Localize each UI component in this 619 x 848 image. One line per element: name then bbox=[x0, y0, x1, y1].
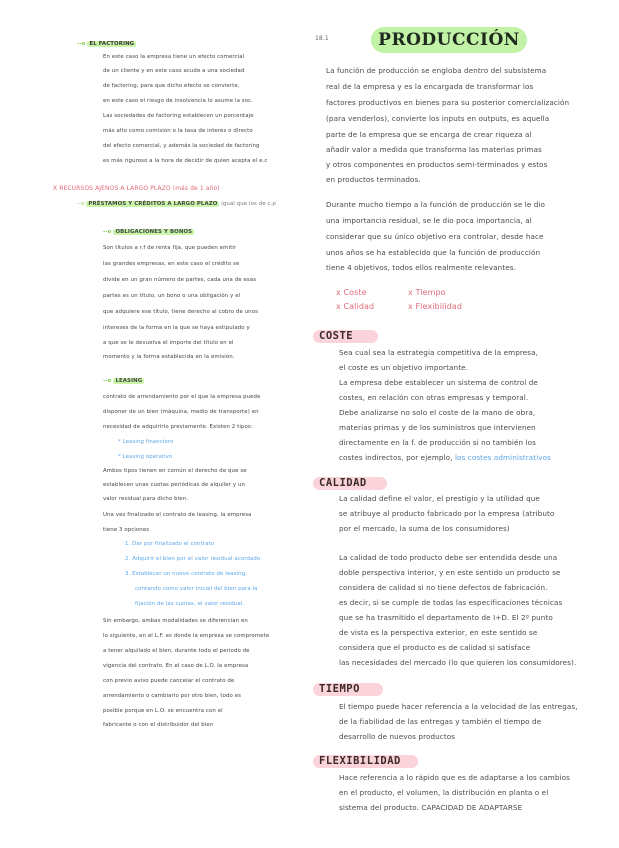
obligaciones-heading: --o OBLIGACIONES Y BONOS bbox=[103, 229, 193, 235]
objective-item: x Calidad bbox=[336, 302, 375, 311]
text-line: Sea cual sea la estrategia competitiva de la empresa, bbox=[339, 348, 539, 357]
text-line: (para venderlos), convierte los inputs en outputs, es aquella bbox=[326, 114, 550, 123]
text-line: costes indirectos, por ejemplo, los costes administrativos bbox=[339, 453, 551, 462]
text-line: Son títulos a r.f de renta fija, que pueden emitir bbox=[103, 245, 237, 251]
text-line: Hace referencia a lo rápido que es de adaptarse a los cambios bbox=[339, 773, 570, 782]
text-line: más alto como comisión o la tasa de interés o directo bbox=[103, 128, 253, 134]
text-line: que se ha trasmitido el departamento de I+D. El 2º punto bbox=[339, 613, 553, 622]
leasing-type-item: * Leasing operativo bbox=[118, 454, 173, 460]
option-line: 2. Adquirir el bien por el valor residual acordado bbox=[125, 556, 261, 562]
text-line: La empresa debe establecer un sistema de control de bbox=[339, 378, 538, 387]
text-line: se atribuye al producto fabricado por la empresa (atributo bbox=[339, 509, 555, 518]
text-line: de un cliente y en este caso acude a una sociedad bbox=[103, 68, 245, 74]
text-line: es decir, si se cumple de todas las especificaciones técnicas bbox=[339, 598, 563, 607]
text-line: Ambos tipos tienen en común el derecho de que se bbox=[103, 468, 247, 474]
text-line: considerar que su único objetivo era controlar, desde hace bbox=[326, 232, 544, 241]
text-line: Debe analizarse no solo el coste de la mano de obra, bbox=[339, 408, 536, 417]
text-line: vigencia del contrato. En el caso de L.O. la empresa bbox=[103, 663, 249, 669]
text-line: doble perspectiva interior, y en este sentido un producto se bbox=[339, 568, 561, 577]
text-line: Una vez finalizado el contrato de leasing, la empresa bbox=[103, 512, 252, 518]
leasing-heading: --o LEASING bbox=[103, 378, 143, 384]
text-line: y otros componentes en productos semi-terminados y estos bbox=[326, 160, 548, 169]
text-line: a que se le devuelva el importe del título en el bbox=[103, 340, 234, 346]
text-line: tiene 4 objetivos, todos ellos realmente relevantes. bbox=[326, 263, 517, 272]
section-heading-coste: COSTE bbox=[313, 330, 378, 343]
text-line: desarrollo de nuevos productos bbox=[339, 732, 456, 741]
option-line: 3. Establecer un nuevo contrato de leasing, bbox=[125, 571, 247, 577]
text-line: en este caso el riesgo de insolvencia lo asume la soc. bbox=[103, 98, 253, 104]
prestamos-note: igual que los de c.p bbox=[221, 201, 276, 207]
text-line: tiene 3 opciones bbox=[103, 527, 150, 533]
text-line: materias primas y de los suministros que intervienen bbox=[339, 423, 536, 432]
section-heading-flexibilidad: FLEXIBILIDAD bbox=[313, 755, 418, 768]
text-line: costes, en relación con otras empresas y temporal. bbox=[339, 393, 529, 402]
page-title: PRODUCCIÓN bbox=[371, 27, 527, 53]
text-line: divide en un gran número de partes, cada una de esas bbox=[103, 277, 257, 283]
text-line: El tiempo puede hacer referencia a la velocidad de las entregas, bbox=[339, 702, 578, 711]
text-line: el coste es un objetivo importante. bbox=[339, 363, 469, 372]
text-line: que adquiere ese título, tiene derecho al cobro de unos bbox=[103, 309, 259, 315]
text-line: Durante mucho tiempo a la función de producción se le dio bbox=[326, 200, 546, 209]
objective-item: x Flexibilidad bbox=[408, 302, 463, 311]
text-line: En este caso la empresa tiene un efecto comercial bbox=[103, 54, 245, 60]
text-line: en productos terminados. bbox=[326, 175, 421, 184]
section-heading-tiempo: TIEMPO bbox=[313, 683, 383, 696]
section-heading-calidad: CALIDAD bbox=[313, 477, 387, 490]
leasing-type-item: * Leasing financiero bbox=[118, 439, 174, 445]
text-line: parte de la empresa que se encarga de crear riqueza al bbox=[326, 130, 532, 139]
text-line: las grandes empresas, en este caso el crédito se bbox=[103, 261, 240, 267]
text-line: por el mercado, la suma de los consumidores) bbox=[339, 524, 510, 533]
text-line: posible porque en L.O. se encuentra con el bbox=[103, 708, 223, 714]
text-line: a tener alquilado el bien, durante todo el periodo de bbox=[103, 648, 250, 654]
text-line: en el producto, el volumen, la distribución en planta o el bbox=[339, 788, 549, 797]
text-line: partes es un título, un bono o una obligación y el bbox=[103, 293, 241, 299]
text-line: lo siguiente, en el L.F. es donde la empresa se compromete bbox=[103, 633, 270, 639]
text-line: añadir valor a medida que transforma las materias primas bbox=[326, 145, 542, 154]
text-line: considera que el producto es de calidad si satisface bbox=[339, 643, 531, 652]
page-number: 18.1 bbox=[315, 35, 329, 42]
text-line: Las sociedades de factoring establecen un porcentaje bbox=[103, 113, 254, 119]
text-line: sistema del producto. CAPACIDAD DE ADAPTARSE bbox=[339, 803, 523, 812]
text-line: necesidad de adquirirlo previamente. Existen 2 tipos: bbox=[103, 424, 253, 430]
text-line: La función de producción se engloba dentro del subsistema bbox=[326, 66, 547, 75]
text-line: unos años se ha establecido que la función de producción bbox=[326, 248, 541, 257]
text-line: de la fiabilidad de las entregas y también el tiempo de bbox=[339, 717, 542, 726]
text-line: de vista es la perspectiva exterior, en este sentido se bbox=[339, 628, 538, 637]
option-line: fijación de las cuotas, el valor residual. bbox=[135, 601, 245, 607]
text-line: una importancia residual, se le dio poca importancia, al bbox=[326, 216, 532, 225]
text-line: las necesidades del mercado (lo que quieren los consumidores). bbox=[339, 658, 577, 667]
text-line: del efecto comercial, y además la sociedad de factoring bbox=[103, 143, 260, 149]
text-line: intereses de la forma en la que se haya estipulado y bbox=[103, 325, 250, 331]
option-line: 1. Dar por finalizado el contrato bbox=[125, 541, 215, 547]
recursos-heading: X RECURSOS AJENOS A LARGO PLAZO (más de 1 año) bbox=[53, 185, 220, 192]
text-line: arrendamiento o cambiarlo por otro bien, todo es bbox=[103, 693, 242, 699]
text-line: La calidad define el valor, el prestigio y la utilidad que bbox=[339, 494, 540, 503]
text-line: Sin embargo, ambas modalidades se diferencian en bbox=[103, 618, 248, 624]
text-line: valor residual para dicho bien. bbox=[103, 496, 189, 502]
text-line: directamente en la f. de producción si no también los bbox=[339, 438, 537, 447]
option-line: contando como valor inicial del bien para la bbox=[135, 586, 258, 592]
objective-item: x Coste bbox=[336, 288, 367, 297]
text-line: contrato de arrendamiento por el que la empresa puede bbox=[103, 394, 261, 400]
objective-item: x Tiempo bbox=[408, 288, 446, 297]
text-line: es más riguroso a la hora de decidir de quien acepta el e.c bbox=[103, 158, 268, 164]
text-line: factores productivos en bienes para su posterior comercialización bbox=[326, 98, 570, 107]
coste-highlight: los costes administrativos bbox=[454, 453, 551, 462]
text-line: La calidad de todo producto debe ser entendida desde una bbox=[339, 553, 558, 562]
text-line: disponer de un bien (máquina, medio de transporte) en bbox=[103, 409, 259, 415]
text-line: con previo aviso puede cancelar el contrato de bbox=[103, 678, 235, 684]
text-line: de factoring, para que dicho efecto se convierte, bbox=[103, 83, 240, 89]
prestamos-row: --o PRÉSTAMOS Y CRÉDITOS A LARGO PLAZO igual que los de c.p bbox=[77, 201, 276, 207]
prestamos-label: PRÉSTAMOS Y CRÉDITOS A LARGO PLAZO bbox=[88, 201, 218, 207]
text-line: momento y la forma establecida en la emisión. bbox=[103, 354, 235, 360]
text-line: fabricante o con el distribuidor del bien bbox=[103, 722, 214, 728]
text-line: considera de calidad si no tiene defectos de fabricación. bbox=[339, 583, 548, 592]
factoring-heading: --o EL FACTORING bbox=[77, 41, 135, 47]
text-line: real de la empresa y es la encargada de transformar los bbox=[326, 82, 534, 91]
text-line: establecen unas cuotas periódicas de alquiler y un bbox=[103, 482, 245, 488]
